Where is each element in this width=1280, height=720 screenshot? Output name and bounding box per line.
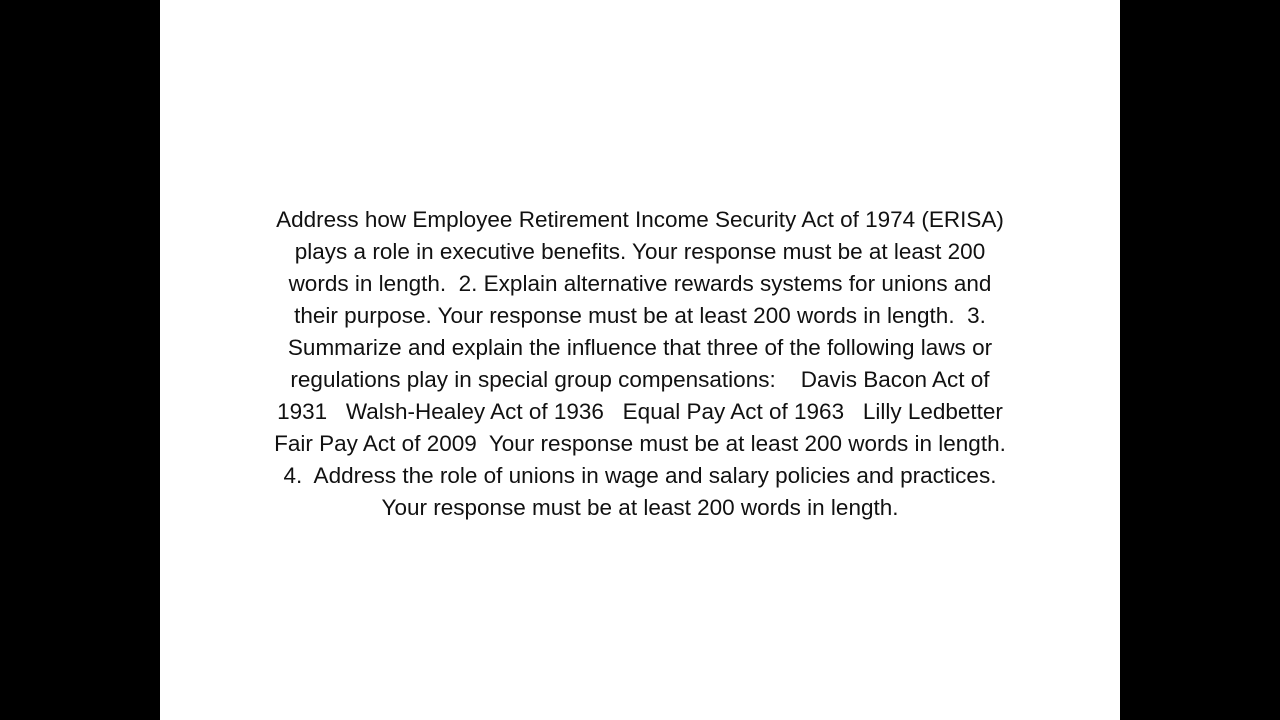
slide-text-line: regulations play in special group compensations: Davis Bacon Act of (290, 367, 990, 392)
slide-text-line: Address how Employee Retirement Income Security Act of 1974 (ERISA) (276, 207, 1004, 232)
slide-text-line: words in length. 2. Explain alternative rewards systems for unions and (288, 271, 992, 296)
slide-text-line: 4. Address the role of unions in wage and salary policies and practices. (283, 463, 997, 488)
slide-text-line: Your response must be at least 200 words in length. (381, 495, 899, 520)
slide-text-line: Fair Pay Act of 2009 Your response must be at least 200 words in length. (274, 431, 1006, 456)
slide-text-line: their purpose. Your response must be at least 200 words in length. 3. (294, 303, 986, 328)
slide-text-line: Summarize and explain the influence that three of the following laws or (287, 335, 993, 360)
slide (160, 0, 1120, 720)
slide-text-line: plays a role in executive benefits. Your response must be at least 200 (294, 239, 986, 264)
slide-text-block (160, 204, 1120, 524)
slide-text-line: 1931 Walsh-Healey Act of 1936 Equal Pay Act of 1963 Lilly Ledbetter (277, 399, 1003, 424)
